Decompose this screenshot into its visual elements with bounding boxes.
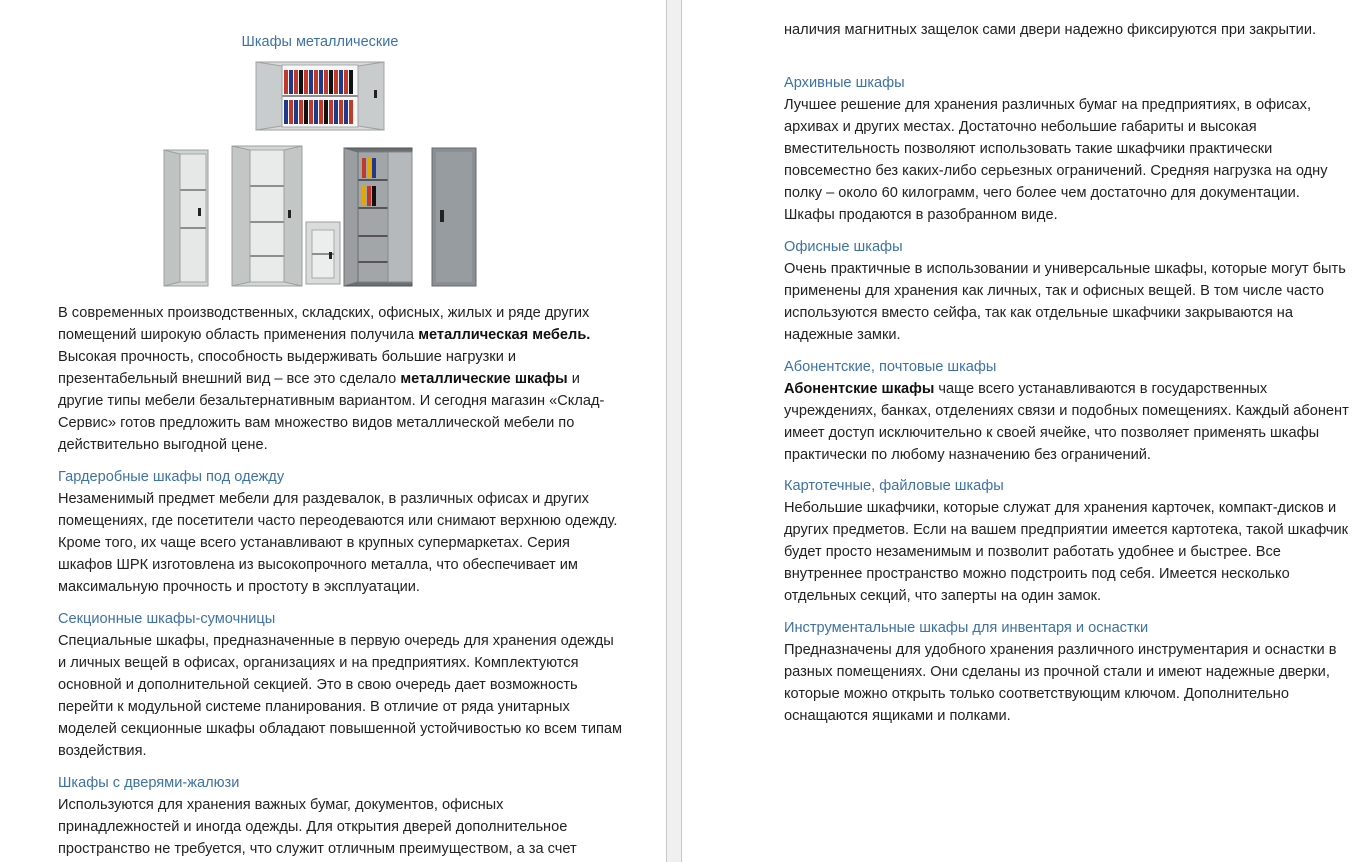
section-heading: Шкафы с дверями-жалюзи xyxy=(58,775,240,791)
section-text: Очень практичные в использовании и универсальные шкафы, которые могут быть применены для хранения как личных, так и офисных вещей. В том числе часто используются вместо сейфа, так как отдельные шкафчики закрываются на надежные замки. xyxy=(784,261,1346,343)
section-text-rest: чаще всего устанавливаются в государственных учреждениях, банках, отделениях связи и подобных помещениях. Каждый абонент имеет доступ исключительно к своей ячейке, что позволяет применять шкафы практически по любому назначению без ограничений. xyxy=(784,381,1349,463)
section-sectional xyxy=(58,608,624,762)
section-mail xyxy=(784,356,1350,466)
section-heading: Офисные шкафы xyxy=(784,239,903,255)
wide-file-cabinet-illustration xyxy=(256,62,384,130)
left-page xyxy=(0,0,666,862)
section-heading: Абонентские, почтовые шкафы xyxy=(784,359,997,375)
intro-text-1: В современных производственных, складских, офисных, жилых и ряде других помещений широкую область применения получила xyxy=(58,305,590,343)
section-card-file xyxy=(784,475,1350,607)
tall-open-cabinet-illustration xyxy=(232,146,302,286)
section-text xyxy=(784,378,1350,466)
image-caption: Шкафы металлические xyxy=(241,34,399,50)
section-heading: Гардеробные шкафы под одежду xyxy=(58,469,285,485)
intro-bold-2: металлические шкафы xyxy=(400,371,568,387)
section-heading: Картотечные, файловые шкафы xyxy=(784,478,1004,494)
intro-text-3: и другие типы мебели безальтернативным вариантом. И сегодня магазин «Склад-Сервис» готов предложить вам множество видов металлической мебели по действительно выгодной цене. xyxy=(58,371,605,453)
section-heading: Инструментальные шкафы для инвентаря и оснастки xyxy=(784,620,1149,636)
metal-cabinets-image xyxy=(160,60,480,290)
small-cabinet-illustration xyxy=(306,222,340,284)
section-text: Незаменимый предмет мебели для раздевалок, в различных офисах и других помещениях, где посетители часто переодеваются или снимают верхнюю одежду. Кроме того, их чаще всего устанавливают в крупных супермаркетах. Серия шкафов ШРК изготовлена из высокопрочного металла, что обеспечивает им максимальную прочность и простоту в эксплуатации. xyxy=(58,491,618,595)
bookcase-cabinet-illustration xyxy=(344,148,412,286)
section-bold-lead: Абонентские шкафы xyxy=(784,381,935,397)
continuation-block xyxy=(784,19,1350,41)
section-tool xyxy=(784,617,1350,727)
section-heading: Архивные шкафы xyxy=(784,75,905,91)
section-text: Специальные шкафы, предназначенные в первую очередь для хранения одежды и личных вещей в офисах, организациях и на предприятиях. Комплектуются основной и дополнительной секцией. Это в свою очередь дает возможность перейти к модульной системе планирования. В отличие от ряда унитарных моделей секционные шкафы обладают повышенной устойчивостью ко всем типам воздействия. xyxy=(58,633,623,759)
continuation-text: наличия магнитных защелок сами двери надежно фиксируются при закрытии. xyxy=(784,22,1317,38)
right-page xyxy=(682,0,1354,862)
section-text: Предназначены для удобного хранения различного инструментария и оснастки в разных помещениях. Они сделаны из прочной стали и имеют надежные дверки, которые можно открыть только соответствующим ключом. Дополнительно оснащаются ящиками и полками. xyxy=(784,642,1337,724)
narrow-open-locker-illustration xyxy=(164,150,208,286)
section-archive xyxy=(784,72,1350,226)
section-louver-doors xyxy=(58,772,624,860)
section-text: Небольшие шкафчики, которые служат для хранения карточек, компакт-дисков и других предметов. Если на вашем предприятии имеется картотека, такой шкафчик будет просто незаменимым и позволит работать удобнее и быстрее. Все внутреннее пространство можно подстроить под себя. Имеется несколько отдельных секций, что заперты на один замок. xyxy=(784,500,1349,604)
section-text: Используются для хранения важных бумаг, документов, офисных принадлежностей и иногда одежды. Для открытия дверей дополнительное пространство не требуется, что служит отличным преимуществом, а за счет xyxy=(58,797,577,857)
section-text: Лучшее решение для хранения различных бумаг на предприятиях, в офисах, архивах и других местах. Достаточно небольшие габариты и высокая вместительность позволяют использовать такие шкафчики практически повсеместно без каких-либо серьезных ограничений. Средняя нагрузка на одну полку – около 60 килограмм, чего более чем достаточно для документации. Шкафы продаются в разобранном виде. xyxy=(784,97,1328,223)
intro-paragraph xyxy=(58,302,624,456)
section-wardrobe xyxy=(58,466,624,598)
section-office xyxy=(784,236,1350,346)
closed-locker-illustration xyxy=(432,148,476,286)
intro-text-2: Высокая прочность, способность выдерживать большие нагрузки и презентабельный внешний вид – все это сделало xyxy=(58,349,517,387)
intro-bold-1: металлическая мебель. xyxy=(418,327,591,343)
page-gutter xyxy=(666,0,682,862)
section-heading: Секционные шкафы-сумочницы xyxy=(58,611,276,627)
